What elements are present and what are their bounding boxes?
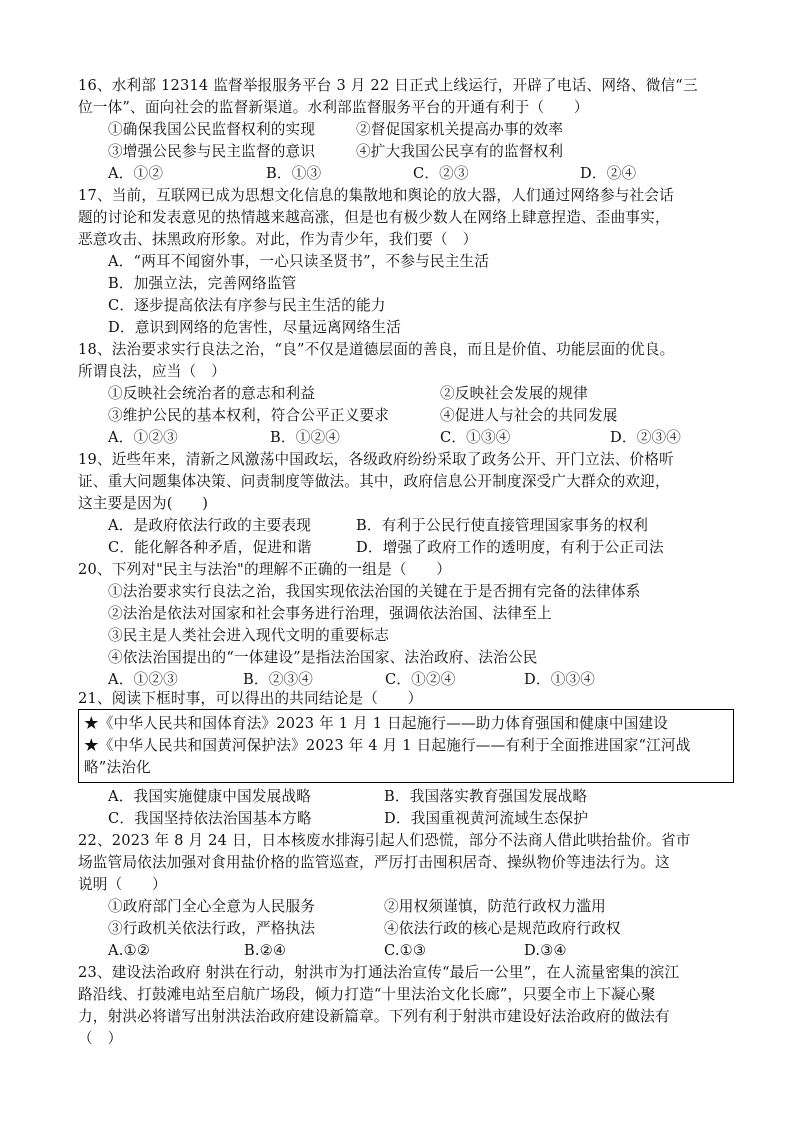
q23-stem-line: 力，射洪必将谱写出射洪法治政府建设新篇章。下列有利于射洪市建设好法治政府的做法有: [78, 1008, 670, 1025]
q16-choice-d[interactable]: D．②④: [580, 165, 637, 182]
q16-item: ③增强公民参与民主监督的意识: [108, 143, 316, 160]
q23-stem-line: 23、建设法治政府 射洪在行动，射洪市为打通法治宣传“最后一公里”，在人流量密集的滨江: [78, 964, 680, 981]
q22-item: ③行政机关依法行政，严格执法: [108, 920, 316, 937]
q19-choice-a[interactable]: A．是政府依法行政的主要表现: [108, 517, 312, 534]
q16-stem-line: 位一体”、面向社会的监督新渠道。水利部监督服务平台的开通有利于（ ）: [78, 99, 589, 116]
q20-choice-c[interactable]: C．①②④: [385, 671, 456, 688]
q21-news-box: [78, 709, 734, 783]
q16-stem-line: 16、水利部 12314 监督举报服务平台 3 月 22 日正式上线运行，开辟了电话、网络、微信“三: [78, 77, 698, 94]
q22-choice-a[interactable]: A.①②: [108, 942, 151, 959]
q17-choice-c[interactable]: C．逐步提高依法有序参与民主生活的能力: [108, 297, 386, 314]
q18-choice-a[interactable]: A．①②③: [108, 429, 178, 446]
q20-choice-a[interactable]: A．①②③: [108, 671, 178, 688]
q17-choice-b[interactable]: B．加强立法，完善网络监管: [108, 275, 297, 292]
q19-choice-d[interactable]: D．增强了政府工作的透明度，有利于公正司法: [356, 539, 664, 556]
q21-choice-c[interactable]: C．我国坚持依法治国基本方略: [108, 810, 312, 827]
q23-stem-line: （ ）: [78, 1030, 123, 1047]
q17-stem-line: 恶意攻击、抹黑政府形象。对此，作为青少年，我们要（ ）: [78, 231, 478, 248]
q21-box-line: ★《中华人民共和国黄河保护法》2023 年 4 月 1 日起施行——有利于全面推进国家“江河战: [84, 737, 691, 754]
q22-choice-c[interactable]: C.①③: [384, 942, 427, 959]
q16-item: ①确保我国公民监督权利的实现: [108, 121, 316, 138]
q17-choice-a[interactable]: A．“两耳不闻窗外事，一心只读圣贤书”，不参与民主生活: [108, 253, 490, 270]
q22-item: ④依法行政的核心是规范政府行政权: [384, 920, 621, 937]
q20-item: ④依法治国提出的“一体建设”是指法治国家、法治政府、法治公民: [108, 649, 538, 666]
q19-choice-c[interactable]: C．能化解各种矛盾，促进和谐: [108, 539, 312, 556]
q21-choice-b[interactable]: B．我国落实教育强国发展战略: [384, 788, 588, 805]
q19-stem-line: 证、重大问题集体决策、问责制度等做法。其中，政府信息公开制度深受广大群众的欢迎，: [78, 473, 670, 490]
q20-item: ②法治是依法对国家和社会事务进行治理，强调依法治国、法律至上: [108, 605, 552, 622]
q22-stem-line: 22、2023 年 8 月 24 日，日本核废水排海引起人们恐慌，部分不法商人借此哄抬盐价。省市: [78, 832, 691, 849]
q20-item: ③民主是人类社会进入现代文明的重要标志: [108, 627, 390, 644]
q21-choice-a[interactable]: A．我国实施健康中国发展战略: [108, 788, 312, 805]
q22-choice-b[interactable]: B.②④: [244, 942, 287, 959]
q20-choice-b[interactable]: B．②③④: [243, 671, 314, 688]
q18-choice-c[interactable]: C．①③④: [440, 429, 511, 446]
q16-item: ④扩大我国公民享有的监督权利: [356, 143, 564, 160]
q18-stem-line: 18、法治要求实行良法之治，“良”不仅是道德层面的善良，而且是价值、功能层面的优良。: [78, 341, 675, 358]
q21-choice-d[interactable]: D．我国重视黄河流域生态保护: [384, 810, 589, 827]
q17-stem-line: 题的讨论和发表意见的热情越来越高涨，但是也有极少数人在网络上肆意捏造、歪曲事实，: [78, 209, 670, 226]
q23-stem-line: 路沿线、打鼓滩电站至启航广场段，倾力打造“十里法治文化长廊”，只要全市上下凝心聚: [78, 986, 656, 1003]
q17-choice-d[interactable]: D．意识到网络的危害性，尽量远离网络生活: [108, 319, 401, 336]
q16-choice-c[interactable]: C．②③: [413, 165, 469, 182]
q20-stem-line: 20、下列对"民主与法治"的理解不正确的一组是（ ）: [78, 561, 452, 578]
q16-item: ②督促国家机关提高办事的效率: [356, 121, 564, 138]
q21-box-line: 略”法治化: [84, 759, 151, 776]
q22-stem-line: 说明（ ）: [78, 876, 167, 893]
q19-stem-line: 19、近些年来，清新之风激荡中国政坛，各级政府纷纷采取了政务公开、开门立法、价格听: [78, 451, 674, 468]
q18-item: ③维护公民的基本权利，符合公平正义要求: [108, 407, 390, 424]
q18-choice-d[interactable]: D．②③④: [610, 429, 682, 446]
q18-item: ①反映社会统治者的意志和利益: [108, 385, 316, 402]
q18-item: ④促进人与社会的共同发展: [440, 407, 618, 424]
q16-choice-b[interactable]: B．①③: [266, 165, 322, 182]
q16-choice-a[interactable]: A．①②: [108, 165, 164, 182]
q18-item: ②反映社会发展的规律: [440, 385, 588, 402]
q22-item: ②用权须谨慎，防范行政权力滥用: [384, 898, 606, 915]
q17-stem-line: 17、当前，互联网已成为思想文化信息的集散地和舆论的放大器，人们通过网络参与社会话: [78, 187, 674, 204]
q20-choice-d[interactable]: D．①③④: [524, 671, 596, 688]
q22-stem-line: 场监管局依法加强对食用盐价格的监管巡查，严厉打击囤积居奇、操纵物价等违法行为。这: [78, 854, 670, 871]
q21-box-line: ★《中华人民共和国体育法》2023 年 1 月 1 日起施行——助力体育强国和健康中国建设: [84, 715, 669, 732]
q19-choice-b[interactable]: B．有利于公民行使直接管理国家事务的权利: [356, 517, 649, 534]
q18-choice-b[interactable]: B．①②④: [270, 429, 341, 446]
q18-stem-line: 所谓良法，应当（ ）: [78, 363, 226, 380]
q20-item: ①法治要求实行良法之治，我国实现依法治国的关键在于是否拥有完备的法律体系: [108, 583, 641, 600]
q22-item: ①政府部门全心全意为人民服务: [108, 898, 316, 915]
q22-choice-d[interactable]: D.③④: [524, 942, 567, 959]
q21-stem-line: 21、阅读下框时事，可以得出的共同结论是（ ）: [78, 690, 423, 707]
q19-stem-line: 这主要是因为( ): [78, 495, 209, 512]
